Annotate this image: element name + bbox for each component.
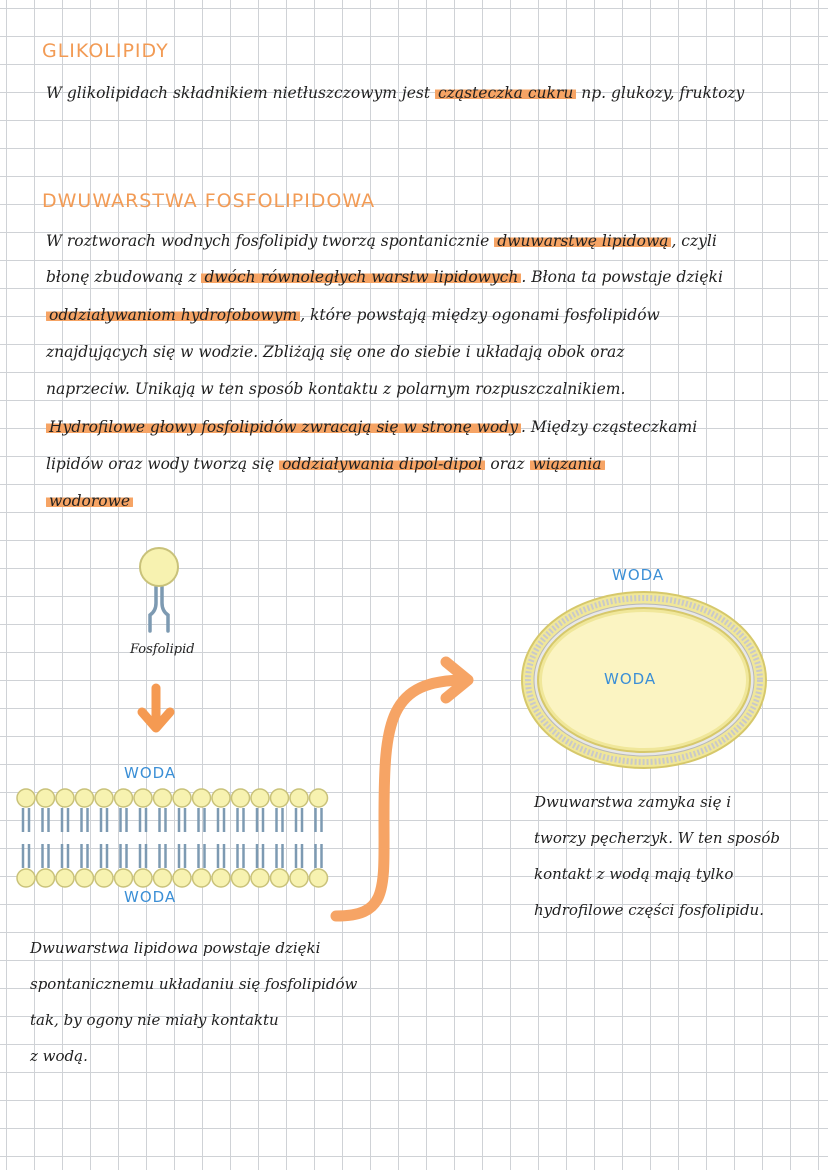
dwuwarstwa-heading: DWUWARSTWA FOSFOLIPIDOWA (42, 190, 376, 212)
paragraph-line-3 (46, 306, 660, 324)
lipid-head (193, 789, 211, 807)
caption-line: Dwuwarstwa lipidowa powstaje dzięki (30, 939, 321, 957)
vesicle-water-outer-label: WODA (612, 566, 665, 584)
lipid-bilayer (14, 788, 344, 888)
caption-line: Dwuwarstwa zamyka się i (534, 793, 732, 811)
lipid-head (95, 869, 113, 887)
lipid-head (232, 869, 250, 887)
arrow-down-icon (136, 686, 176, 736)
lipid-head (76, 789, 94, 807)
lipid-head (290, 869, 308, 887)
caption-line: tak, by ogony nie miały kontaktu (30, 1011, 279, 1029)
caption-line: spontanicznemu układaniu się fosfolipidów (30, 975, 358, 993)
lipid-head (134, 789, 152, 807)
lipid-head (173, 789, 191, 807)
lipid-head (95, 789, 113, 807)
lipid-head (56, 789, 74, 807)
highlight: oddziaływaniom hydrofobowym (46, 306, 300, 324)
highlight: dwóch równoległych warstw lipidowych (201, 268, 521, 286)
lipid-head (290, 789, 308, 807)
paragraph-line-2 (46, 268, 723, 286)
paragraph-line-4: znajdujących się w wodzie. Zbliżają się one do siebie i układają obok oraz (46, 343, 625, 361)
lipid-head (271, 869, 289, 887)
lipid-head (251, 789, 269, 807)
glikolipidy-line (46, 84, 744, 102)
text-span: lipidów oraz wody tworzą się (46, 455, 275, 473)
highlight: wiązania (530, 455, 605, 473)
paragraph-line-6 (46, 418, 697, 436)
lipid-head (17, 869, 35, 887)
caption-line: z wodą. (30, 1047, 88, 1065)
lipid-head (212, 789, 230, 807)
lipid-head (173, 869, 191, 887)
lipid-head (134, 869, 152, 887)
lipid-head (232, 789, 250, 807)
glikolipidy-heading: GLIKOLIPIDY (42, 40, 169, 62)
paragraph-line-8 (46, 492, 133, 510)
phospholipid-icon (130, 545, 190, 635)
text-span: W glikolipidach składnikiem nietłuszczowym jest (46, 84, 431, 102)
text-span: błonę zbudowaną z (46, 268, 197, 286)
highlight: wodorowe (46, 492, 133, 510)
lipid-head (154, 789, 172, 807)
highlight: dwuwarstwę lipidową (494, 232, 671, 250)
caption-right (534, 784, 780, 928)
lipid-head (212, 869, 230, 887)
lipid-head (310, 789, 328, 807)
lipid-head (154, 869, 172, 887)
lipid-head (17, 789, 35, 807)
lipid-head (37, 789, 55, 807)
curved-arrow-icon (328, 660, 488, 920)
lipid-head (115, 789, 133, 807)
lipid-head (251, 869, 269, 887)
vesicle-water-inner-label: WODA (604, 670, 657, 688)
text-span: , które powstają między ogonami fosfolipidów (300, 306, 660, 324)
highlight-cukru: cząsteczka cukru (435, 84, 576, 102)
lipid-head (37, 869, 55, 887)
paragraph-line-5: naprzeciw. Unikają w ten sposób kontaktu z polarnym rozpuszczalnikiem. (46, 380, 626, 398)
lipid-head (310, 869, 328, 887)
text-span: . Między cząsteczkami (520, 418, 698, 436)
phospholipid-label: Fosfolipid (130, 642, 195, 657)
text-span: oraz (490, 455, 525, 473)
water-label-top: WODA (124, 764, 177, 782)
caption-line: tworzy pęcherzyk. W ten sposób (534, 829, 780, 847)
lipid-head (271, 789, 289, 807)
caption-left (30, 930, 357, 1074)
text-span: . Błona ta powstaje dzięki (521, 268, 723, 286)
text-span: np. glukozy, fruktozy (581, 84, 745, 102)
paragraph-line-1 (46, 232, 717, 250)
caption-line: kontakt z wodą mają tylko (534, 865, 734, 883)
paragraph-line-7 (46, 455, 605, 473)
lipid-head (76, 869, 94, 887)
caption-line: hydrofilowe części fosfolipidu. (534, 901, 764, 919)
text-span: W roztworach wodnych fosfolipidy tworzą spontanicznie (46, 232, 490, 250)
highlight: Hydrofilowe głowy fosfolipidów zwracają się w stronę wody (46, 418, 521, 436)
water-label-bottom: WODA (124, 888, 177, 906)
lipid-head (56, 869, 74, 887)
lipid-head (115, 869, 133, 887)
lipid-head (193, 869, 211, 887)
highlight: oddziaływania dipol-dipol (279, 455, 485, 473)
text-span: , czyli (671, 232, 717, 250)
